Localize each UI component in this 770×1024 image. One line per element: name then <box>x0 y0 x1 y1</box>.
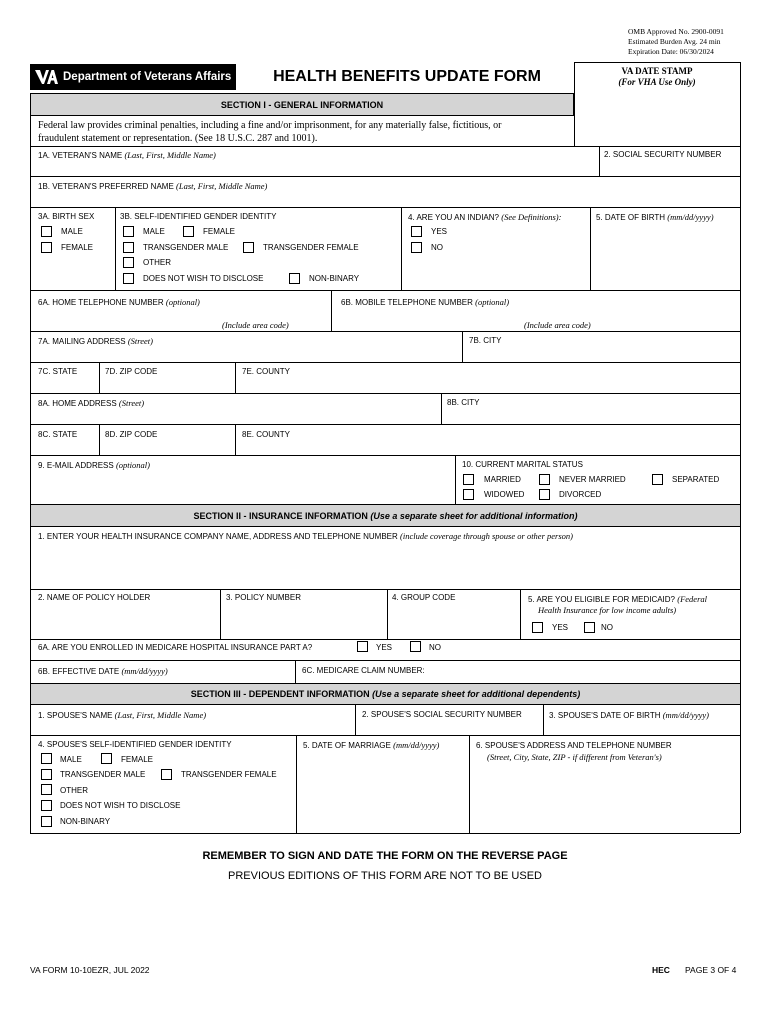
medicaid-no-checkbox[interactable] <box>584 622 595 633</box>
medicaid-no-label: NO <box>601 623 613 632</box>
home-phone-field[interactable] <box>32 308 329 320</box>
preferred-name-field[interactable] <box>32 192 738 206</box>
va-seal-icon <box>33 66 59 88</box>
penalty-notice <box>38 119 501 145</box>
medicaid-yes-label: YES <box>552 623 569 632</box>
omb-number: OMB Approved No. 2900-0091 <box>628 27 724 36</box>
mailing-zip-label: 7D. ZIP CODE <box>105 367 158 376</box>
home-county-field[interactable] <box>237 441 738 454</box>
form-title: HEALTH BENEFITS UPDATE FORM <box>273 68 541 85</box>
spouse-gender-label: 4. SPOUSE'S SELF-IDENTIFIED GENDER IDENTITY <box>38 740 232 749</box>
insurance-company-label: 1. ENTER YOUR HEALTH INSURANCE COMPANY NAME, ADDRESS AND TELEPHONE NUMBER (include coverage through spouse or other person) <box>38 531 573 541</box>
medicare-no-label: NO <box>429 643 441 652</box>
mailing-city-label: 7B. CITY <box>469 336 502 345</box>
mobile-phone-label: 6B. MOBILE TELEPHONE NUMBER (optional) <box>341 297 510 307</box>
spouse-address-note: (Street, City, State, ZIP - if different from Veteran's) <box>487 752 662 762</box>
group-code-field[interactable] <box>389 605 518 637</box>
ssn-label: 2. SOCIAL SECURITY NUMBER <box>604 150 722 159</box>
section-3-title-note: (Use a separate sheet for additional dependents) <box>372 689 581 699</box>
spouse-gender-other-label: OTHER <box>60 786 88 795</box>
va-date-stamp-label <box>574 66 740 88</box>
spouse-dob-label: 3. SPOUSE'S DATE OF BIRTH (mm/dd/yyyy) <box>549 710 709 720</box>
mailing-county-field[interactable] <box>237 378 738 392</box>
group-code-label: 4. GROUP CODE <box>392 593 456 602</box>
medicare-yes-checkbox[interactable] <box>357 641 368 652</box>
medicare-part-a-label: 6A. ARE YOU ENROLLED IN MEDICARE HOSPITAL INSURANCE PART A? <box>38 643 313 652</box>
gender-male-label: MALE <box>143 227 165 236</box>
mailing-zip-field[interactable] <box>101 378 233 392</box>
mobile-phone-field[interactable] <box>333 308 738 320</box>
gender-transgender-female-checkbox[interactable] <box>243 242 254 253</box>
policy-holder-label: 2. NAME OF POLICY HOLDER <box>38 593 151 602</box>
gender-non-binary-checkbox[interactable] <box>289 273 300 284</box>
indian-no-checkbox[interactable] <box>411 242 422 253</box>
page-number: PAGE 3 OF 4 <box>685 965 737 975</box>
marital-divorced-label: DIVORCED <box>559 490 602 499</box>
ssn-field[interactable] <box>601 161 738 175</box>
indian-question-label: 4. ARE YOU AN INDIAN? (See Definitions): <box>408 212 562 222</box>
gender-female-checkbox[interactable] <box>183 226 194 237</box>
medicare-yes-label: YES <box>376 643 393 652</box>
policy-number-field[interactable] <box>222 605 385 637</box>
spouse-gender-transgender-female-label: TRANSGENDER FEMALE <box>181 770 277 779</box>
mailing-address-field[interactable] <box>32 347 460 361</box>
medicare-claim-label: 6C. MEDICARE CLAIM NUMBER: <box>302 666 425 675</box>
preferred-name-label: 1B. VETERAN'S PREFERRED NAME (Last, First, Middle Name) <box>38 181 268 191</box>
spouse-name-label: 1. SPOUSE'S NAME (Last, First, Middle Name) <box>38 710 207 720</box>
spouse-dob-field[interactable] <box>545 721 738 734</box>
spouse-gender-female-label: FEMALE <box>121 755 154 764</box>
indian-yes-label: YES <box>431 227 448 236</box>
home-address-label: 8A. HOME ADDRESS (Street) <box>38 398 145 408</box>
gender-transgender-male-label: TRANSGENDER MALE <box>143 243 229 252</box>
section-2-title-note: (Use a separate sheet for additional information) <box>370 510 578 521</box>
marital-never-married-checkbox[interactable] <box>539 474 550 485</box>
birth-sex-male-label: MALE <box>61 227 83 236</box>
home-city-label: 8B. CITY <box>447 398 480 407</box>
marital-divorced-checkbox[interactable] <box>539 489 550 500</box>
spouse-gender-non-binary-label: NON-BINARY <box>60 817 111 826</box>
home-county-label: 8E. COUNTY <box>242 430 291 439</box>
spouse-ssn-label: 2. SPOUSE'S SOCIAL SECURITY NUMBER <box>362 710 522 719</box>
marital-married-checkbox[interactable] <box>463 474 474 485</box>
spouse-gender-transgender-female-checkbox[interactable] <box>161 769 172 780</box>
stamp-title: VA DATE STAMP <box>621 66 693 76</box>
section-1-header: SECTION I - GENERAL INFORMATION <box>30 93 574 116</box>
stamp-note: (For VHA Use Only) <box>618 77 696 87</box>
home-state-field[interactable] <box>32 441 97 454</box>
home-phone-area-code-note: (Include area code) <box>222 320 289 330</box>
home-city-field[interactable] <box>443 409 738 423</box>
spouse-gender-male-label: MALE <box>60 755 82 764</box>
policy-holder-field[interactable] <box>32 605 218 637</box>
gender-male-checkbox[interactable] <box>123 226 134 237</box>
previous-editions-notice: PREVIOUS EDITIONS OF THIS FORM ARE NOT TO BE USED <box>228 870 542 882</box>
gender-identity-label: 3B. SELF-IDENTIFIED GENDER IDENTITY <box>120 212 277 221</box>
section-3-header <box>30 683 741 705</box>
email-label: 9. E-MAIL ADDRESS (optional) <box>38 460 150 470</box>
mailing-county-label: 7E. COUNTY <box>242 367 291 376</box>
veteran-name-label: 1A. VETERAN'S NAME (Last, First, Middle Name) <box>38 150 216 160</box>
form-id: VA FORM 10-10EZR, JUL 2022 <box>30 965 150 975</box>
gender-transgender-female-label: TRANSGENDER FEMALE <box>263 243 359 252</box>
mailing-state-field[interactable] <box>32 378 97 392</box>
spouse-gender-female-checkbox[interactable] <box>101 753 112 764</box>
marital-widowed-label: WIDOWED <box>484 490 525 499</box>
spouse-name-field[interactable] <box>32 721 353 734</box>
sign-reminder: REMEMBER TO SIGN AND DATE THE FORM ON THE REVERSE PAGE <box>202 850 568 862</box>
home-zip-field[interactable] <box>101 441 233 454</box>
expiration-date: Expiration Date: 06/30/2024 <box>628 47 714 56</box>
medicaid-label: 5. ARE YOU ELIGIBLE FOR MEDICAID? (Federal <box>528 594 707 604</box>
spouse-address-field[interactable] <box>471 765 738 831</box>
home-state-label: 8C. STATE <box>38 430 78 439</box>
marriage-date-field[interactable] <box>298 752 467 831</box>
birth-sex-label: 3A. BIRTH SEX <box>38 212 95 221</box>
spouse-gender-other-checkbox[interactable] <box>41 784 52 795</box>
gender-not-disclose-label: DOES NOT WISH TO DISCLOSE <box>143 274 264 283</box>
section-3-title: SECTION III - DEPENDENT INFORMATION <box>190 689 370 699</box>
omb-info <box>628 27 724 57</box>
agency-name: Department of Veterans Affairs <box>63 71 232 83</box>
indian-no-label: NO <box>431 243 443 252</box>
birth-sex-male-checkbox[interactable] <box>41 226 52 237</box>
mailing-state-label: 7C. STATE <box>38 367 78 376</box>
birth-sex-female-checkbox[interactable] <box>41 242 52 253</box>
mailing-city-field[interactable] <box>464 347 738 361</box>
gender-non-binary-label: NON-BINARY <box>309 274 360 283</box>
medicaid-note: Health Insurance for low income adults) <box>538 605 677 615</box>
spouse-gender-transgender-male-label: TRANSGENDER MALE <box>60 770 146 779</box>
spouse-gender-non-binary-checkbox[interactable] <box>41 816 52 827</box>
gender-other-label: OTHER <box>143 258 171 267</box>
veteran-name-field[interactable] <box>32 161 597 175</box>
hec-mark: HEC <box>652 965 670 975</box>
burden-estimate: Estimated Burden Avg. 24 min <box>628 37 721 46</box>
marital-widowed-checkbox[interactable] <box>463 489 474 500</box>
gender-other-checkbox[interactable] <box>123 257 134 268</box>
home-address-field[interactable] <box>32 409 439 423</box>
home-phone-label: 6A. HOME TELEPHONE NUMBER (optional) <box>38 297 200 307</box>
penalty-notice-line-2: fraudulent statement or representation. (See 18 U.S.C. 287 and 1001). <box>38 133 318 144</box>
penalty-notice-line-1: Federal law provides criminal penalties, including a fine and/or imprisonment, for any materially false, fictitious, or <box>38 120 502 131</box>
policy-number-label: 3. POLICY NUMBER <box>226 593 301 602</box>
gender-not-disclose-checkbox[interactable] <box>123 273 134 284</box>
va-logo <box>30 64 236 90</box>
marital-separated-checkbox[interactable] <box>652 474 663 485</box>
medicaid-yes-checkbox[interactable] <box>532 622 543 633</box>
email-field[interactable] <box>32 472 453 502</box>
gender-transgender-male-checkbox[interactable] <box>123 242 134 253</box>
gender-female-label: FEMALE <box>203 227 236 236</box>
spouse-gender-not-disclose-checkbox[interactable] <box>41 800 52 811</box>
spouse-gender-not-disclose-label: DOES NOT WISH TO DISCLOSE <box>60 801 181 810</box>
dob-label: 5. DATE OF BIRTH (mm/dd/yyyy) <box>596 212 714 222</box>
marital-separated-label: SEPARATED <box>672 475 720 484</box>
spouse-address-label: 6. SPOUSE'S ADDRESS AND TELEPHONE NUMBER <box>476 741 672 750</box>
home-zip-label: 8D. ZIP CODE <box>105 430 158 439</box>
dob-field[interactable] <box>592 224 738 288</box>
mailing-address-label: 7A. MAILING ADDRESS (Street) <box>38 336 154 346</box>
marital-married-label: MARRIED <box>484 475 521 484</box>
indian-yes-checkbox[interactable] <box>411 226 422 237</box>
medicare-no-checkbox[interactable] <box>410 641 421 652</box>
spouse-gender-transgender-male-checkbox[interactable] <box>41 769 52 780</box>
section-2-title: SECTION II - INSURANCE INFORMATION <box>193 510 368 521</box>
medicare-claim-field[interactable] <box>440 662 738 681</box>
section-2-header <box>30 504 741 527</box>
insurance-company-field[interactable] <box>32 543 738 587</box>
effective-date-label: 6B. EFFECTIVE DATE (mm/dd/yyyy) <box>38 666 168 676</box>
mobile-phone-area-code-note: (Include area code) <box>524 320 591 330</box>
birth-sex-female-label: FEMALE <box>61 243 94 252</box>
marital-never-married-label: NEVER MARRIED <box>559 475 626 484</box>
spouse-ssn-field[interactable] <box>357 721 541 734</box>
marriage-date-label: 5. DATE OF MARRIAGE (mm/dd/yyyy) <box>303 740 440 750</box>
marital-status-label: 10. CURRENT MARITAL STATUS <box>462 460 583 469</box>
spouse-gender-male-checkbox[interactable] <box>41 753 52 764</box>
